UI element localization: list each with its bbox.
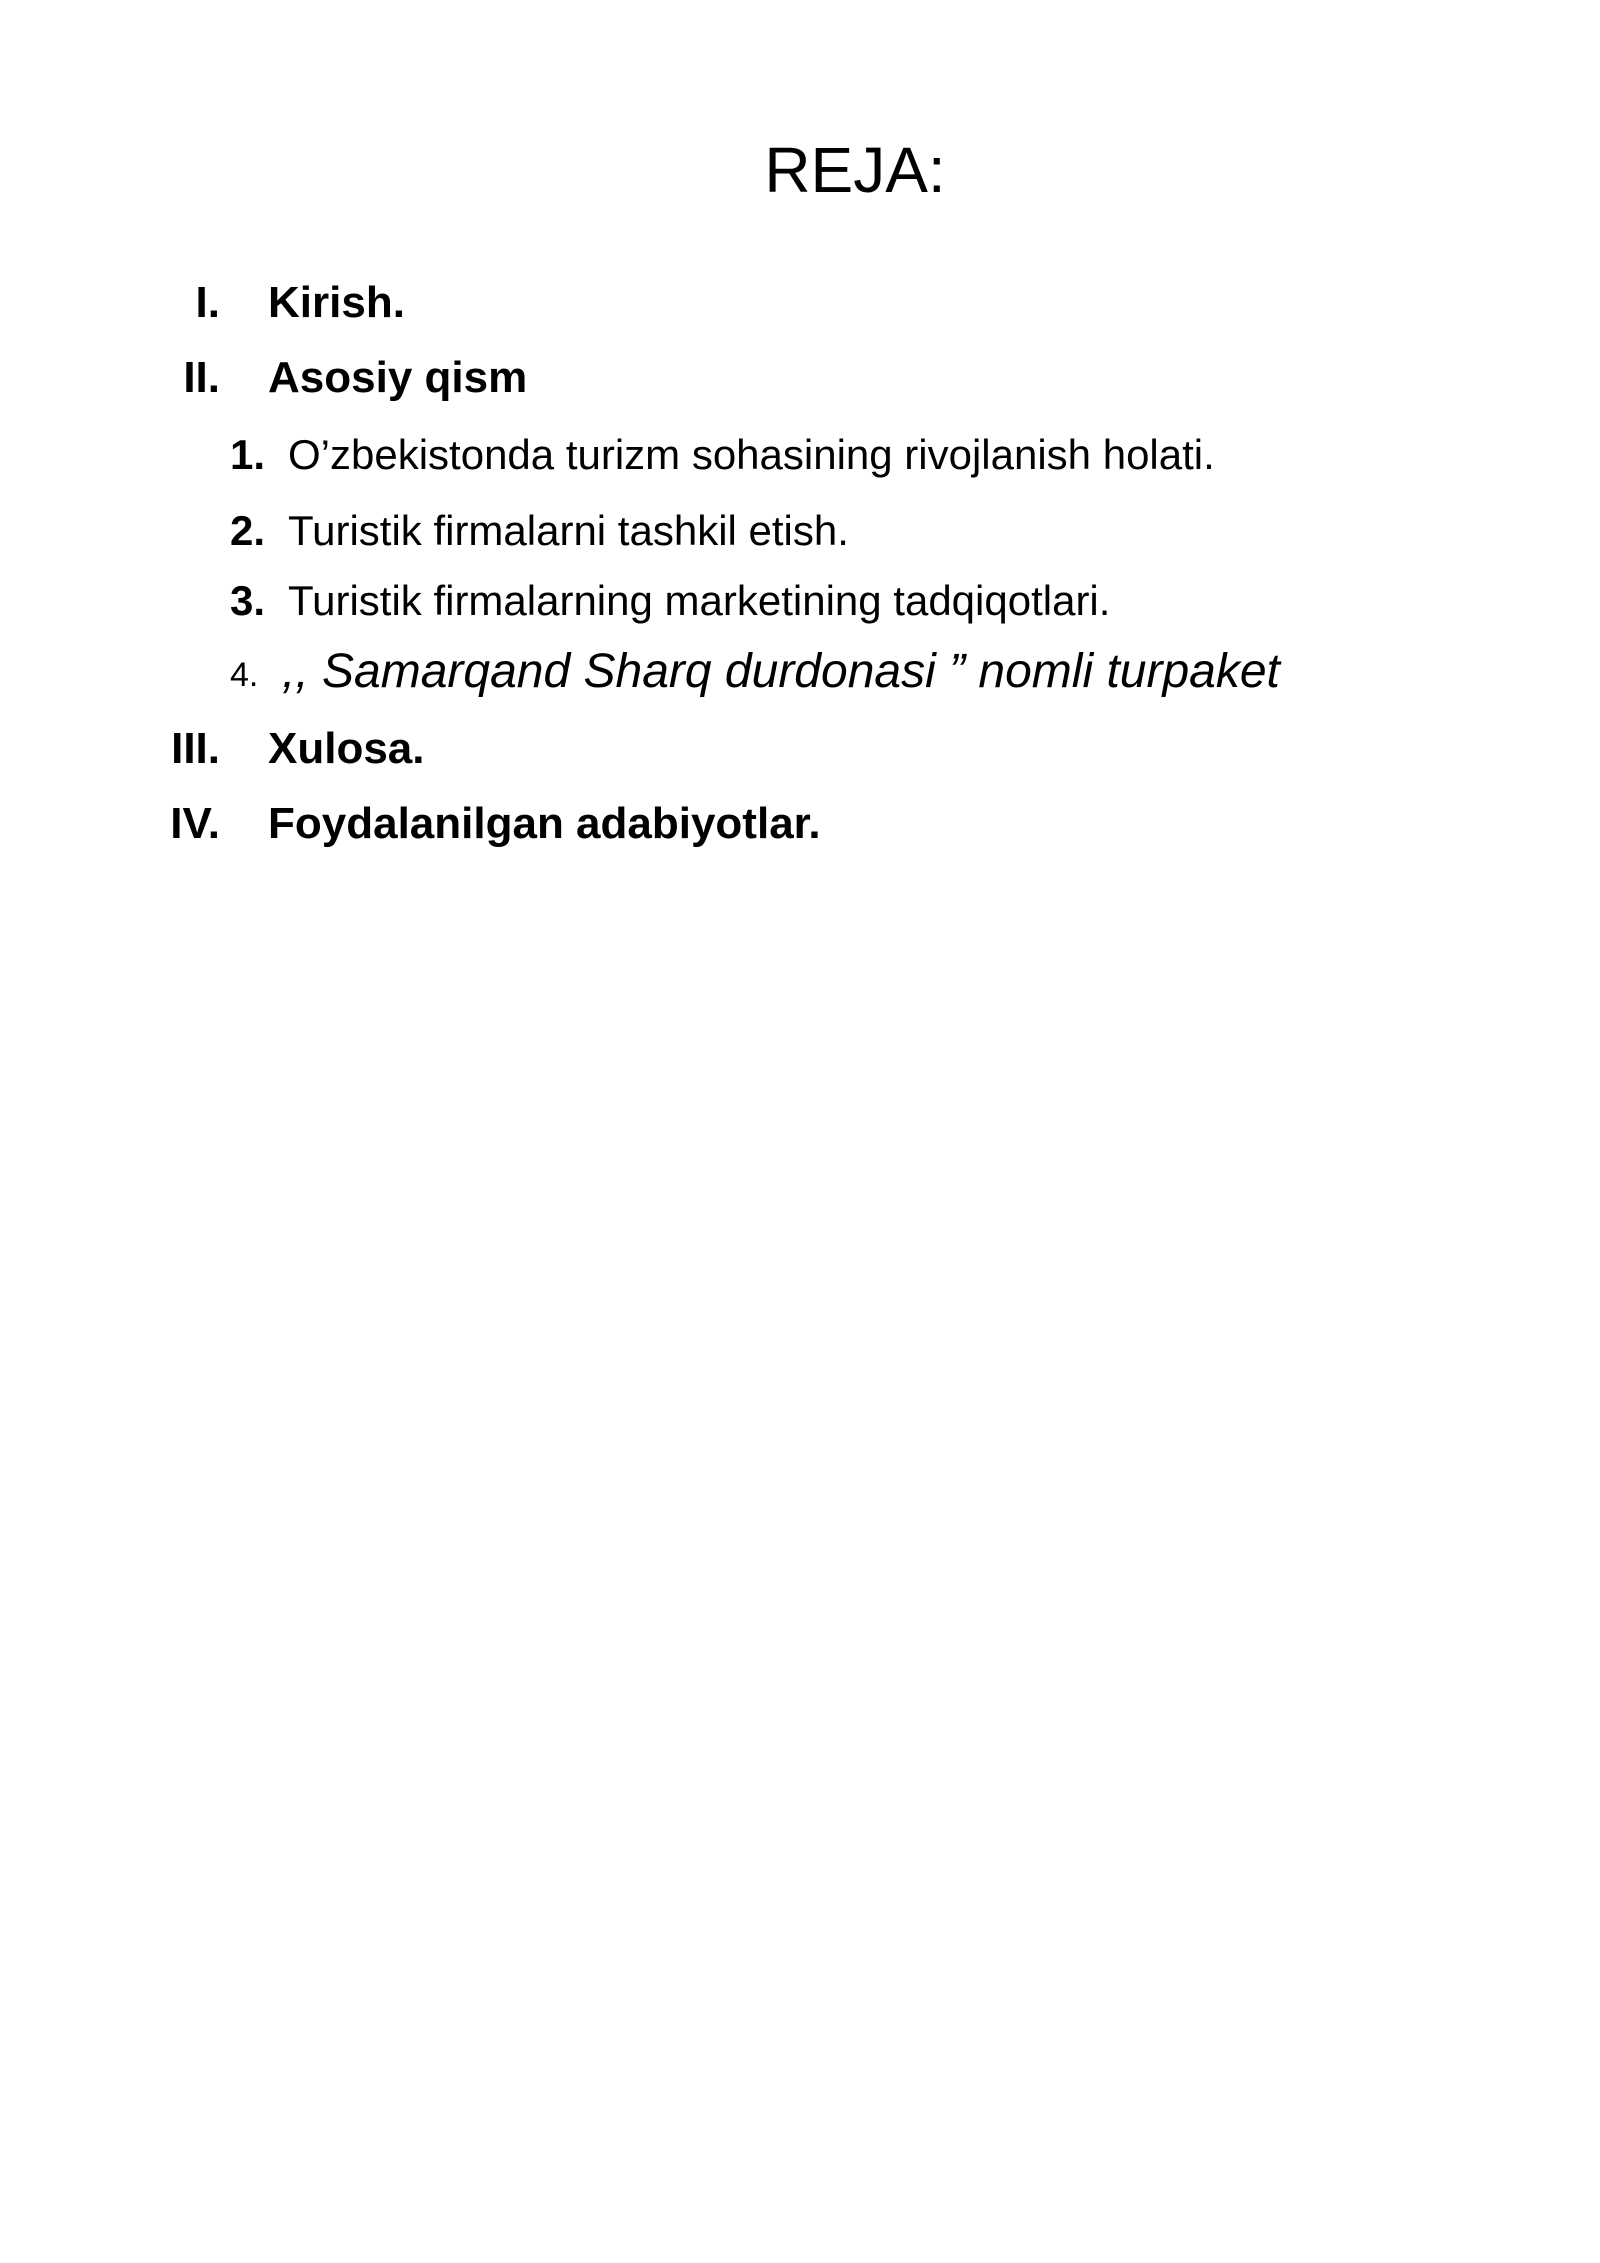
plan-item-numeral: IV. <box>170 799 220 848</box>
subitem-text: ,, Samarqand Sharq durdonasi ” nomli turpaket <box>282 645 1280 698</box>
subitem-number: 1. <box>230 431 266 478</box>
subitem-text: Turistik firmalarni tashkil etish. <box>288 507 849 554</box>
subitem-text: Turistik firmalarning marketining tadqiqotlari. <box>288 577 1111 624</box>
plan-item-text: Xulosa. <box>268 724 425 773</box>
page-title: REJA: <box>764 134 946 206</box>
subitem-text: O’zbekistonda turizm sohasining rivojlanish holati. <box>288 431 1215 478</box>
subitem-number: 2. <box>230 507 266 554</box>
subitem-number: 4. <box>230 656 259 694</box>
plan-item-numeral: II. <box>183 353 220 402</box>
plan-item-text: Asosiy qism <box>268 353 528 402</box>
subitem-number: 3. <box>230 577 266 624</box>
plan-item-text: Foydalanilgan adabiyotlar. <box>268 799 821 848</box>
plan-item-numeral: III. <box>171 724 220 773</box>
plan-item-numeral: I. <box>195 278 220 327</box>
plan-item-text: Kirish. <box>268 278 405 327</box>
